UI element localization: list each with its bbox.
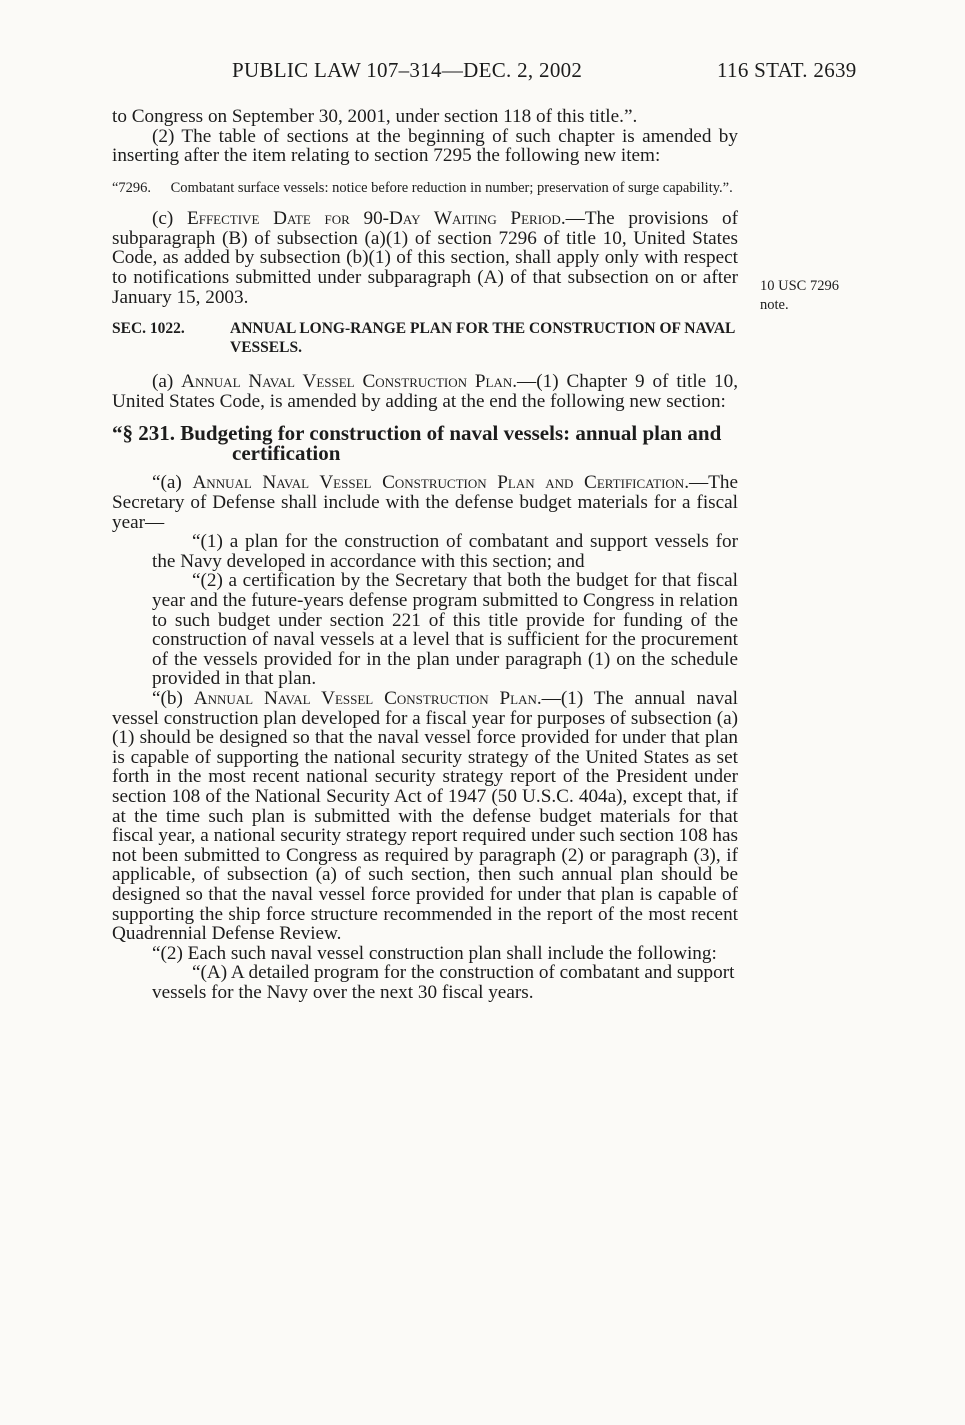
quoted-subsection-a-heading: Annual Naval Vessel Construction Plan and Certification <box>192 472 685 494</box>
document-body <box>112 107 738 1002</box>
new-section-heading <box>112 421 738 466</box>
quoted-paragraph-b2: “(2) Each such naval vessel construction plan shall include the following: <box>152 942 717 964</box>
table-item-number: “7296. <box>112 179 152 196</box>
law-citation: PUBLIC LAW 107–314—DEC. 2, 2002 <box>232 58 583 82</box>
paragraph-continuation: to Congress on September 30, 2001, under section 118 of this title.”. <box>112 106 638 127</box>
quoted-subsection-a <box>112 473 738 532</box>
quoted-subsection-b <box>112 689 738 944</box>
margin-note-line1: 10 USC 7296 <box>760 278 839 294</box>
new-section-number: “§ 231. <box>112 421 175 446</box>
subsection-a-heading: Annual Naval Vessel Construction Plan <box>181 371 513 393</box>
quoted-subsection-a-body: .—The Secretary of Defense shall include with the defense budget materials for a fiscal year— <box>112 472 739 533</box>
quoted-paragraph-1: “(1) a plan for the construction of combatant and support vessels for the Navy developed in accordance with this section; and <box>152 531 738 572</box>
subsection-c-body: .—The provisions of subparagraph (B) of subsection (a)(1) of section 7296 of title 10, United States Code, as added by subsection (b)(1) of this section, shall apply only with respect to notifications submitted under subparagraph (A) of that subsection on or after January 15, 2003. <box>112 208 738 308</box>
quoted-subsection-b-body: .—(1) The annual naval vessel construction plan developed for a fiscal year for purposes of subsection (a)(1) should be designed so that the naval vessel force provided for under that plan is capable of supporting the national security strategy of the United States as set forth in the most recent national security strategy report of the President under section 108 of the National Security Act of 1947 (50 U.S.C. 404a), except that, if at the time such plan is submitted with the defense budget materials for that fiscal year, a national security strategy report required under such section 108 has not been submitted to Congress as required by paragraph (2) or paragraph (3), if applicable, of subsection (a) of such section, then such annual plan should be designed so that the naval vessel force provided for under that plan is capable of supporting the ship force structure recommended in the report of the most recent Quadrennial Defense Review. <box>112 687 738 945</box>
margin-note <box>760 277 839 315</box>
margin-note-line2: note. <box>760 297 789 313</box>
quoted-subparagraph-A: “(A) A detailed program for the construction of combatant and support vessels for the Navy over the next 30 fiscal years. <box>152 962 735 1003</box>
quoted-subsection-a-label: “(a) <box>152 472 193 494</box>
section-number: SEC. 1022. <box>112 320 185 338</box>
subsection-a <box>112 372 738 411</box>
subsection-c-heading: Effective Date for 90-Day Waiting Period <box>187 208 561 230</box>
quoted-subsection-b-label: “(b) <box>152 687 194 709</box>
section-heading <box>112 319 738 357</box>
quoted-subsection-b-heading: Annual Naval Vessel Construction Plan <box>193 687 537 709</box>
section-title: ANNUAL LONG-RANGE PLAN FOR THE CONSTRUCTION OF NAVAL VESSELS. <box>230 320 735 357</box>
quoted-paragraph-2: “(2) a certification by the Secretary that both the budget for that fiscal year and the future-years defense program submitted to Congress in relation to such budget under section 221 of this title provide for funding of the construction of naval vessels at a level that is sufficient for the procurement of the vessels provided for in the plan under paragraph (1) on the schedule provided in that plan. <box>152 570 738 690</box>
table-item-text: Combatant surface vessels: notice before reduction in number; preservation of surge capability.”. <box>170 179 733 196</box>
subsection-a-label: (a) <box>152 371 182 393</box>
paragraph-table-amendment: (2) The table of sections at the beginning of such chapter is amended by inserting after the item relating to section 7295 the following new item: <box>112 125 738 167</box>
subsection-c <box>112 209 738 307</box>
subsection-c-label: (c) <box>152 208 187 230</box>
stat-citation: 116 STAT. 2639 <box>717 58 857 82</box>
table-of-sections-item <box>112 181 738 197</box>
new-section-title: Budgeting for construction of naval vessels: annual plan and certification <box>180 421 722 466</box>
subsection-a-body: .—(1) Chapter 9 of title 10, United States Code, is amended by adding at the end the following new section: <box>112 371 738 412</box>
running-header <box>0 58 965 88</box>
